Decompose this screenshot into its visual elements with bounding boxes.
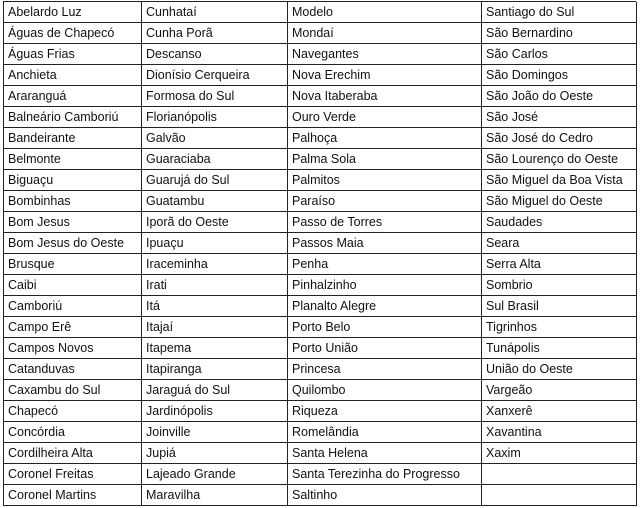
table-cell: Campo Erê xyxy=(4,317,142,338)
table-cell: Riqueza xyxy=(288,401,482,422)
table-cell: Guatambu xyxy=(142,191,288,212)
table-cell: Modelo xyxy=(288,2,482,23)
table-cell: Princesa xyxy=(288,359,482,380)
table-cell: Passos Maia xyxy=(288,233,482,254)
table-cell: Irati xyxy=(142,275,288,296)
table-cell: Cunha Porã xyxy=(142,23,288,44)
table-cell: União do Oeste xyxy=(482,359,637,380)
table-cell: Navegantes xyxy=(288,44,482,65)
table-cell: Camboriú xyxy=(4,296,142,317)
table-cell: Planalto Alegre xyxy=(288,296,482,317)
table-cell: Jupiá xyxy=(142,443,288,464)
table-cell: Bandeirante xyxy=(4,128,142,149)
table-cell: Itajaí xyxy=(142,317,288,338)
table-cell: Ouro Verde xyxy=(288,107,482,128)
table-cell: Belmonte xyxy=(4,149,142,170)
table-cell: Nova Itaberaba xyxy=(288,86,482,107)
table-cell: Xanxerê xyxy=(482,401,637,422)
table-cell: Coronel Martins xyxy=(4,485,142,506)
table-cell: Romelândia xyxy=(288,422,482,443)
table-cell: Palhoça xyxy=(288,128,482,149)
table-cell: Iraceminha xyxy=(142,254,288,275)
table-cell: Descanso xyxy=(142,44,288,65)
table-cell: Concórdia xyxy=(4,422,142,443)
table-cell: Águas Frias xyxy=(4,44,142,65)
table-cell: Lajeado Grande xyxy=(142,464,288,485)
table-cell: Quilombo xyxy=(288,380,482,401)
table-cell: Biguaçu xyxy=(4,170,142,191)
table-cell: Santa Helena xyxy=(288,443,482,464)
table-cell: Jardinópolis xyxy=(142,401,288,422)
table-cell: Bom Jesus do Oeste xyxy=(4,233,142,254)
table-cell: Bom Jesus xyxy=(4,212,142,233)
table-cell: Guarujá do Sul xyxy=(142,170,288,191)
table-cell: São Carlos xyxy=(482,44,637,65)
table-cell: Passo de Torres xyxy=(288,212,482,233)
table-cell: Tunápolis xyxy=(482,338,637,359)
table-cell: Joinville xyxy=(142,422,288,443)
table-cell: Florianópolis xyxy=(142,107,288,128)
table-cell: Porto União xyxy=(288,338,482,359)
table-cell: Sul Brasil xyxy=(482,296,637,317)
table-cell: Itapema xyxy=(142,338,288,359)
table-cell: Xavantina xyxy=(482,422,637,443)
table-cell: Araranguá xyxy=(4,86,142,107)
table-cell: Formosa do Sul xyxy=(142,86,288,107)
table-cell: Seara xyxy=(482,233,637,254)
table-cell: Vargeão xyxy=(482,380,637,401)
table-cell: Jaraguá do Sul xyxy=(142,380,288,401)
table-cell: Porto Belo xyxy=(288,317,482,338)
table-cell: Anchieta xyxy=(4,65,142,86)
table-cell: Palmitos xyxy=(288,170,482,191)
table-cell: Guaraciaba xyxy=(142,149,288,170)
table-cell: São Lourenço do Oeste xyxy=(482,149,637,170)
table-cell: Dionísio Cerqueira xyxy=(142,65,288,86)
table-cell: Cordilheira Alta xyxy=(4,443,142,464)
table-cell: Iporã do Oeste xyxy=(142,212,288,233)
table-cell: Galvão xyxy=(142,128,288,149)
table-cell: Xaxim xyxy=(482,443,637,464)
table-cell: Itá xyxy=(142,296,288,317)
table-cell: Brusque xyxy=(4,254,142,275)
table-cell: São José do Cedro xyxy=(482,128,637,149)
table-cell: Caibi xyxy=(4,275,142,296)
table-cell: São João do Oeste xyxy=(482,86,637,107)
table-cell: Águas de Chapecó xyxy=(4,23,142,44)
table-cell: Tigrinhos xyxy=(482,317,637,338)
table-cell: Abelardo Luz xyxy=(4,2,142,23)
table-cell: Saltinho xyxy=(288,485,482,506)
table-cell: São Miguel do Oeste xyxy=(482,191,637,212)
table-cell: Penha xyxy=(288,254,482,275)
table-cell: Balneário Camboriú xyxy=(4,107,142,128)
table-cell: Paraíso xyxy=(288,191,482,212)
table-cell xyxy=(482,464,637,485)
table-cell: Saudades xyxy=(482,212,637,233)
table-cell: São Miguel da Boa Vista xyxy=(482,170,637,191)
table-cell: Palma Sola xyxy=(288,149,482,170)
municipalities-table xyxy=(3,1,636,506)
table-cell: Itapiranga xyxy=(142,359,288,380)
table-cell: Cunhataí xyxy=(142,2,288,23)
table-cell: Caxambu do Sul xyxy=(4,380,142,401)
table-cell: Nova Erechim xyxy=(288,65,482,86)
table-cell: Santiago do Sul xyxy=(482,2,637,23)
table-cell: Catanduvas xyxy=(4,359,142,380)
table-cell xyxy=(482,485,637,506)
table-cell: Maravilha xyxy=(142,485,288,506)
table-cell: Coronel Freitas xyxy=(4,464,142,485)
table-cell: Ipuaçu xyxy=(142,233,288,254)
table-cell: Santa Terezinha do Progresso xyxy=(288,464,482,485)
table-cell: Serra Alta xyxy=(482,254,637,275)
table-cell: Pinhalzinho xyxy=(288,275,482,296)
table-cell: Campos Novos xyxy=(4,338,142,359)
table-cell: Sombrio xyxy=(482,275,637,296)
table-cell: Chapecó xyxy=(4,401,142,422)
table-cell: São Domingos xyxy=(482,65,637,86)
table-cell: Bombinhas xyxy=(4,191,142,212)
table-cell: São José xyxy=(482,107,637,128)
table-cell: Mondaí xyxy=(288,23,482,44)
table-cell: São Bernardino xyxy=(482,23,637,44)
